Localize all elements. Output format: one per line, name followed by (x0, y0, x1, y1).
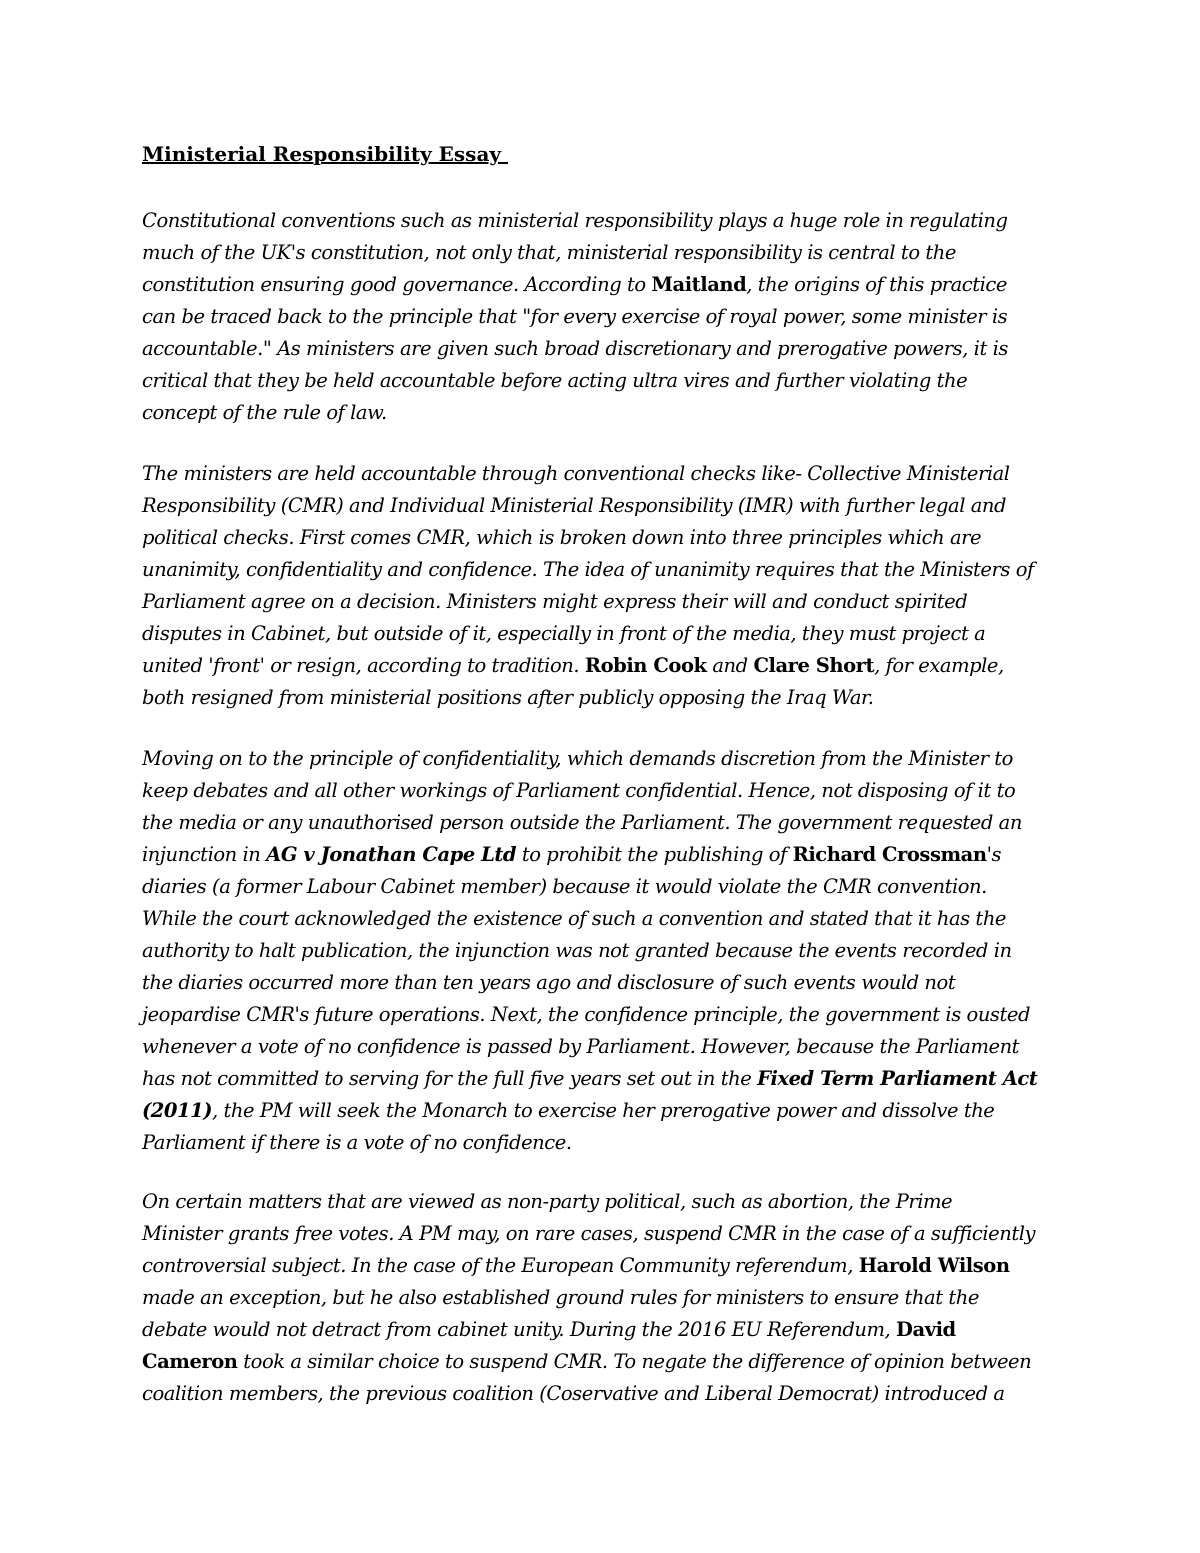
text-run: While the court acknowledged the existence of such a convention and stated that it has the (142, 907, 1007, 930)
text-run: keep debates and all other workings of Parliament confidential. Hence, not disposing of it to (142, 779, 1016, 802)
text-line (142, 807, 1072, 839)
text-run: debate would not detract from cabinet unity. During the 2016 EU Referendum, (142, 1318, 897, 1341)
text-line (142, 1314, 1072, 1346)
text-run: unanimity, confidentiality and confidence. The idea of unanimity requires that the Ministers of (142, 558, 1034, 581)
text-run: can be traced back to the principle that "for every exercise of royal power, some minister is (142, 305, 1008, 328)
emphasized-text: Harold Wilson (858, 1254, 1010, 1277)
text-run: united 'front' or resign, according to tradition. (142, 654, 585, 677)
text-line (142, 1063, 1072, 1095)
text-line (142, 999, 1072, 1031)
text-line (142, 1250, 1072, 1282)
text-run: The ministers are held accountable through conventional checks like- Collective Ministerial (142, 462, 1010, 485)
paragraph-cmr (142, 458, 1072, 714)
text-run: controversial subject. In the case of the European Community referendum, (142, 1254, 859, 1277)
text-run: the media or any unauthorised person outside the Parliament. The government requested an (142, 811, 1022, 834)
text-run: has not committed to serving for the full five years set out in the (142, 1067, 758, 1090)
paragraph-intro (142, 205, 1072, 429)
text-run: , for example, (874, 654, 1004, 677)
text-run: and (706, 654, 754, 677)
text-run: to prohibit the publishing of (516, 843, 793, 866)
text-run: Parliament agree on a decision. Ministers might express their will and conduct spirited (142, 590, 968, 613)
text-run: authority to halt publication, the injunction was not granted because the events recorded in (142, 939, 1012, 962)
text-run: On certain matters that are viewed as non-party political, such as abortion, the Prime (142, 1190, 953, 1213)
text-line (142, 1346, 1072, 1378)
text-line (142, 269, 1072, 301)
text-run: , the origins of this practice (746, 273, 1007, 296)
text-line (142, 365, 1072, 397)
text-line (142, 935, 1072, 967)
text-run: much of the UK's constitution, not only that, ministerial responsibility is central to the (142, 241, 956, 264)
text-line (142, 1127, 1072, 1159)
text-line (142, 397, 1072, 429)
paragraph-confidentiality (142, 743, 1072, 1159)
emphasized-text: Clare Short (753, 654, 875, 677)
text-run: constitution ensuring good governance. According to (142, 273, 652, 296)
emphasized-text: (2011) (142, 1099, 213, 1122)
text-run: , the PM will seek the Monarch to exercise her prerogative power and dissolve the (212, 1099, 995, 1122)
text-run: critical that they be held accountable before acting ultra vires and further violating the (142, 369, 968, 392)
text-run: whenever a vote of no confidence is passed by Parliament. However, because the Parliament (142, 1035, 1020, 1058)
emphasized-text: Maitland (651, 273, 747, 296)
emphasized-text: David (896, 1318, 956, 1341)
text-run: jeopardise CMR's future operations. Next, the confidence principle, the government is ousted (142, 1003, 1030, 1026)
text-run: coalition members, the previous coalition (Coservative and Liberal Democrat) introduced a (142, 1382, 1005, 1405)
text-line (142, 490, 1072, 522)
emphasized-text: Robin Cook (584, 654, 707, 677)
text-line (142, 458, 1072, 490)
text-line (142, 967, 1072, 999)
text-line (142, 775, 1072, 807)
text-line (142, 743, 1072, 775)
text-run: both resigned from ministerial positions after publicly opposing the Iraq War. (142, 686, 874, 709)
text-run: concept of the rule of law. (142, 401, 387, 424)
text-run: Moving on to the principle of confidentiality, which demands discretion from the Minister to (142, 747, 1013, 770)
text-run: 's (986, 843, 1002, 866)
text-line (142, 903, 1072, 935)
text-line (142, 205, 1072, 237)
text-line (142, 586, 1072, 618)
text-run: accountable." As ministers are given such broad discretionary and prerogative powers, it is (142, 337, 1008, 360)
text-line (142, 522, 1072, 554)
text-run: made an exception, but he also established ground rules for ministers to ensure that the (142, 1286, 979, 1309)
text-line (142, 618, 1072, 650)
text-line (142, 1218, 1072, 1250)
text-line (142, 237, 1072, 269)
text-run: diaries (a former Labour Cabinet member) because it would violate the CMR convention. (142, 875, 987, 898)
text-line (142, 333, 1072, 365)
text-run: the diaries occurred more than ten years ago and disclosure of such events would not (142, 971, 956, 994)
essay-title: Ministerial Responsibility Essay (142, 142, 508, 166)
emphasized-text: AG v Jonathan Cape Ltd (266, 843, 517, 866)
text-line (142, 1282, 1072, 1314)
text-run: injunction in (142, 843, 267, 866)
text-line (142, 1031, 1072, 1063)
text-run: took a similar choice to suspend CMR. To negate the difference of opinion between (237, 1350, 1032, 1373)
emphasized-text: Cameron (142, 1350, 238, 1373)
text-line (142, 839, 1072, 871)
text-line (142, 554, 1072, 586)
text-line (142, 650, 1072, 682)
paragraph-free-votes (142, 1186, 1072, 1410)
text-line (142, 301, 1072, 333)
text-run: disputes in Cabinet, but outside of it, especially in front of the media, they must project a (142, 622, 986, 645)
text-line (142, 871, 1072, 903)
text-run: Responsibility (CMR) and Individual Ministerial Responsibility (IMR) with further legal and (142, 494, 1007, 517)
text-line (142, 1378, 1072, 1410)
text-run: Parliament if there is a vote of no confidence. (142, 1131, 572, 1154)
text-run: Minister grants free votes. A PM may, on rare cases, suspend CMR in the case of a sufficiently (142, 1222, 1036, 1245)
emphasized-text: Fixed Term Parliament Act (757, 1067, 1038, 1090)
emphasized-text: Richard Crossman (792, 843, 987, 866)
text-run: political checks. First comes CMR, which is broken down into three principles which are (142, 526, 982, 549)
text-run: Constitutional conventions such as ministerial responsibility plays a huge role in regulating (142, 209, 1008, 232)
text-line (142, 1095, 1072, 1127)
text-line (142, 1186, 1072, 1218)
text-line (142, 682, 1072, 714)
